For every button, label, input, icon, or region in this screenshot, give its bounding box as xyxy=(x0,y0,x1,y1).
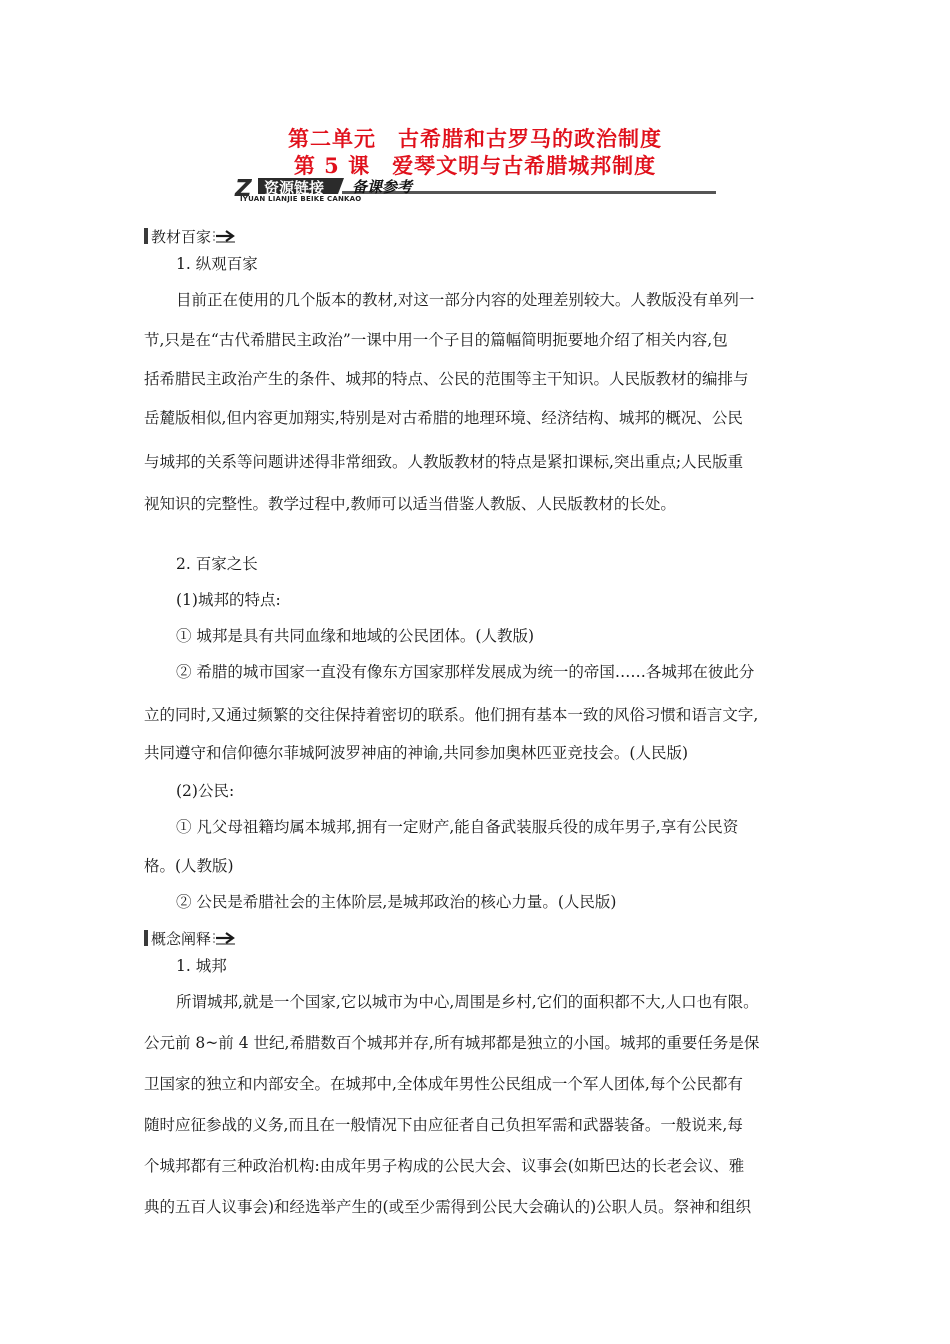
lesson-title: 第 5 课 爱琴文明与古希腊城邦制度 xyxy=(293,153,657,178)
banner-prep-text: 备课参考 xyxy=(352,178,413,196)
unit-title: 第二单元 古希腊和古罗马的政治制度 xyxy=(288,126,662,151)
banner-pinyin: IYUAN LIANJIE BEIKE CANKAO xyxy=(240,195,362,203)
paragraph-line: 典的五百人议事会)和经选举产生的(或至少需得到公民大会确认的)公职人员。祭神和组织 xyxy=(144,1198,752,1216)
item-title: 1. 城邦 xyxy=(176,957,227,975)
paragraph-line: 岳麓版相似,但内容更加翔实,特别是对古希腊的地理环境、经济结构、城邦的概况、公民 xyxy=(144,409,743,427)
right-arrow-icon xyxy=(213,228,237,244)
section-label: 教材百家 xyxy=(151,227,212,246)
paragraph-line: 格。(人教版) xyxy=(144,857,234,875)
resource-banner xyxy=(234,176,716,202)
paragraph-line: 目前正在使用的几个版本的教材,对这一部分内容的处理差别较大。人教版没有单列一 xyxy=(176,291,755,309)
item-title: 2. 百家之长 xyxy=(176,555,258,573)
section-marker xyxy=(144,228,148,244)
paragraph-line: 节,只是在“古代希腊民主政治”一课中用一个子目的篇幅简明扼要地介绍了相关内容,包 xyxy=(144,331,728,349)
section-label: 概念阐释 xyxy=(151,929,212,948)
paragraph-line: ② 公民是希腊社会的主体阶层,是城邦政治的核心力量。(人民版) xyxy=(176,893,617,911)
paragraph-line: 括希腊民主政治产生的条件、城邦的特点、公民的范围等主干知识。人民版教材的编排与 xyxy=(144,370,749,388)
paragraph-line: 与城邦的关系等问题讲述得非常细致。人教版教材的特点是紧扣课标,突出重点;人民版重 xyxy=(144,453,744,471)
section-marker xyxy=(144,930,148,946)
banner-letter: Z xyxy=(235,176,252,198)
banner-resource-text: 资源链接 xyxy=(264,179,325,197)
paragraph-line: 随时应征参战的义务,而且在一般情况下由应征者自己负担军需和武器装备。一般说来,每 xyxy=(144,1116,743,1134)
paragraph-line: 立的同时,又通过频繁的交往保持着密切的联系。他们拥有基本一致的风俗习惯和语言文字, xyxy=(144,706,759,724)
right-arrow-icon xyxy=(213,930,237,946)
paragraph-line: 个城邦都有三种政治机构:由成年男子构成的公民大会、议事会(如斯巴达的长老会议、雅 xyxy=(144,1157,745,1175)
subsection-title: (2)公民: xyxy=(176,782,235,800)
paragraph-line: 所谓城邦,就是一个国家,它以城市为中心,周围是乡村,它们的面积都不大,人口也有限。 xyxy=(176,993,759,1011)
paragraph-line: 共同遵守和信仰德尔菲城阿波罗神庙的神谕,共同参加奥林匹亚竞技会。(人民版) xyxy=(144,744,689,762)
paragraph-line: ① 凡父母祖籍均属本城邦,拥有一定财产,能自备武装服兵役的成年男子,享有公民资 xyxy=(176,818,739,836)
section-header-textbooks xyxy=(144,226,237,246)
banner-band xyxy=(258,178,716,194)
section-header-concepts xyxy=(144,928,237,948)
paragraph-line: 视知识的完整性。教学过程中,教师可以适当借鉴人教版、人民版教材的长处。 xyxy=(144,495,676,513)
paragraph-line: 卫国家的独立和内部安全。在城邦中,全体成年男性公民组成一个军人团体,每个公民都有 xyxy=(144,1075,743,1093)
paragraph-line: ② 希腊的城市国家一直没有像东方国家那样发展成为统一的帝国……各城邦在彼此分 xyxy=(176,663,755,681)
subsection-title: (1)城邦的特点: xyxy=(176,591,281,609)
paragraph-line: 公元前 8~前 4 世纪,希腊数百个城邦并存,所有城邦都是独立的小国。城邦的重要任务是保 xyxy=(144,1034,760,1052)
paragraph-line: ① 城邦是具有共同血缘和地域的公民团体。(人教版) xyxy=(176,627,535,645)
item-title: 1. 纵观百家 xyxy=(176,255,258,273)
